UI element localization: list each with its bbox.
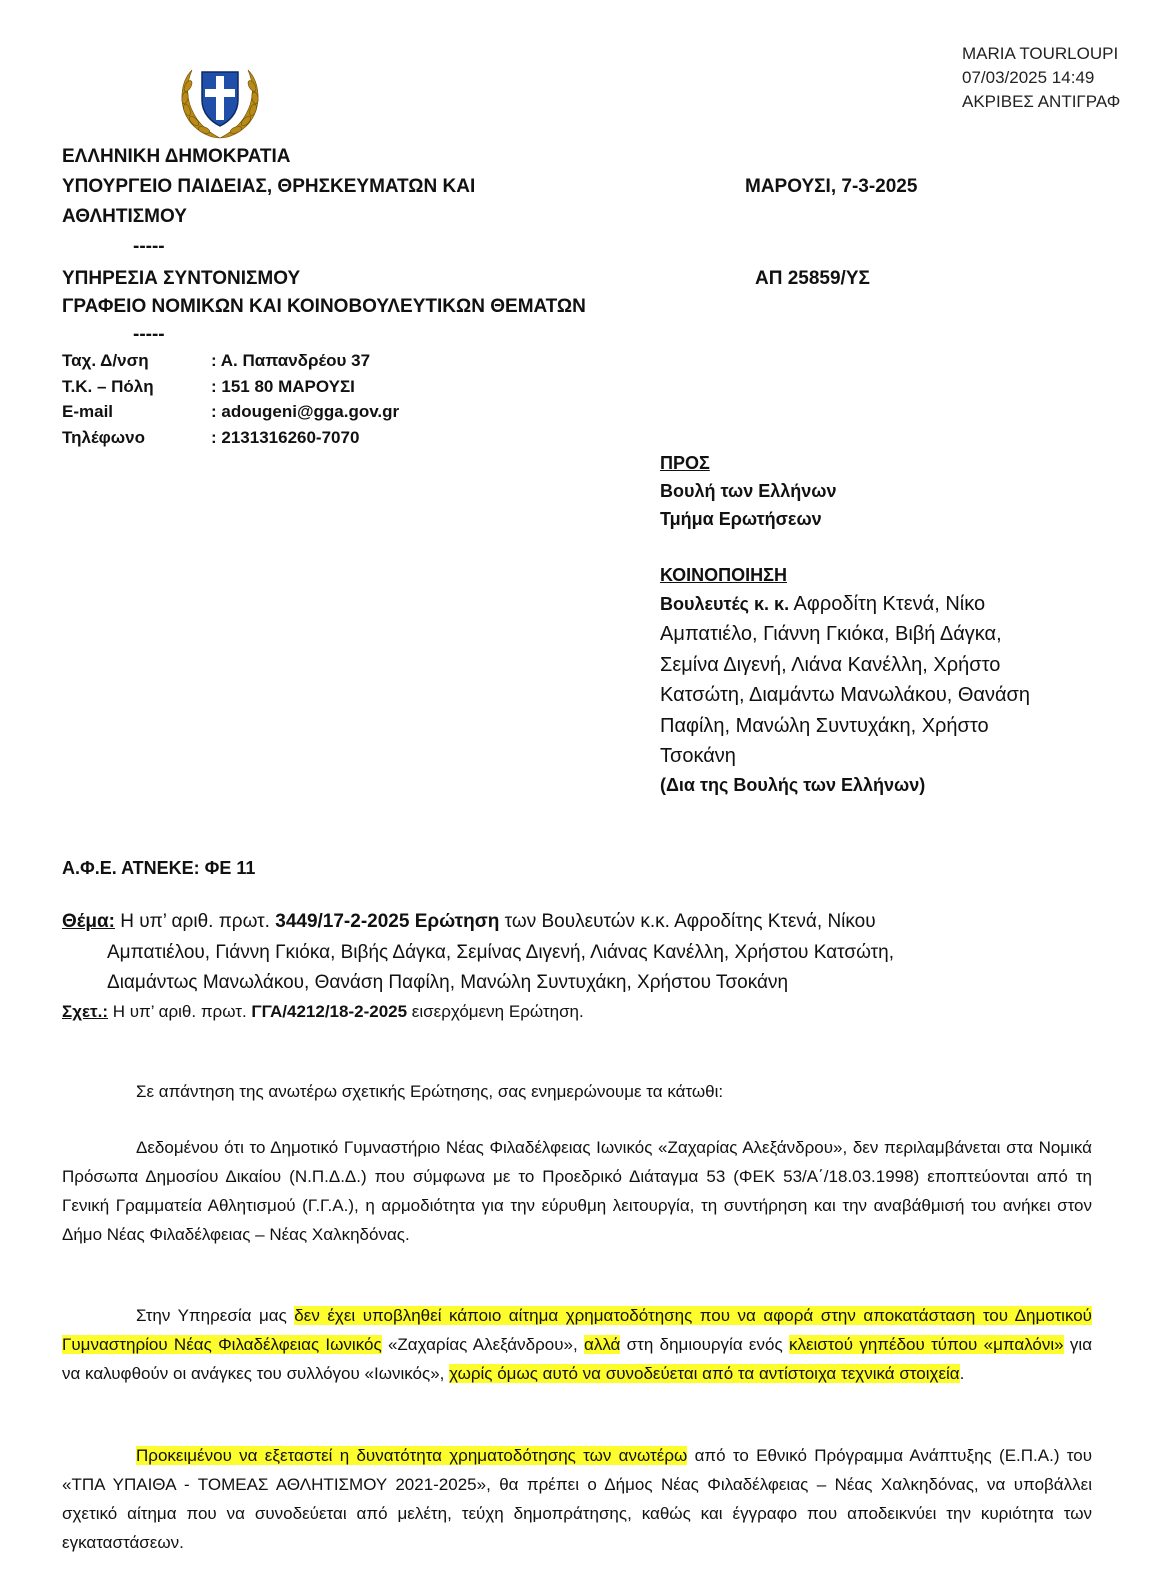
related-text: εισερχόμενη Ερώτηση. [407,1002,584,1021]
afe-code: Α.Φ.Ε. ΑΤΝΕΚΕ: ΦΕ 11 [62,858,256,878]
header-service: ΥΠΗΡΕΣΙΑ ΣΥΝΤΟΝΙΣΜΟΥ [62,268,301,289]
stamp-note: ΑΚΡΙΒΕΣ ΑΝΤΙΓΡΑΦ [962,92,1121,111]
recipient-line: Βουλή των Ελλήνων [660,481,837,501]
recipient-heading: ΠΡΟΣ [660,453,710,473]
highlighted-text: δεν έχει υποβληθεί κάποιο αίτημα χρηματοδότησης που να αφορά στην αποκατάσταση του Δημοτικού Γυμναστηρίου Νέας Φιλαδέλφειας Ιωνικός [62,1306,1092,1354]
text-span: Στην Υπηρεσία μας [136,1306,295,1325]
header-separator: ----- [133,324,165,345]
header-office: ΓΡΑΦΕΙΟ ΝΟΜΙΚΩΝ ΚΑΙ ΚΟΙΝΟΒΟΥΛΕΥΤΙΚΩΝ ΘΕΜΑΤΩΝ [62,296,586,317]
notification-line: Παφίλη, Μανώλη Συντυχάκη, Χρήστο [660,715,989,737]
notification-line: Σεμίνα Διγενή, Λιάνα Κανέλλη, Χρήστο [660,654,1001,676]
related-label: Σχετ.: [62,1002,109,1021]
signature-stamp [962,42,1120,114]
notification-line: Αμπατιέλο, Γιάννη Γκιόκα, Βιβή Δάγκα, [660,623,1002,645]
subject-text: Η υπ’ αριθ. πρωτ. [114,911,276,932]
header-republic: ΕΛΛΗΝΙΚΗ ΔΗΜΟΚΡΑΤΙΑ [62,146,291,167]
subject-text: των Βουλευτών κ.κ. Αφροδίτης Κτενά, Νίκου [499,911,876,932]
contact-label: Τ.Κ. – Πόλη [62,377,154,396]
recipient-line: Τμήμα Ερωτήσεων [660,509,822,529]
contact-label: Ταχ. Δ/νση [62,351,149,370]
text-span: . [959,1364,965,1383]
intro-paragraph: Σε απάντηση της ανωτέρω σχετικής Ερώτησης, σας ενημερώνουμε τα κάτωθι: [136,1082,724,1101]
stamp-datetime: 07/03/2025 14:49 [962,68,1095,87]
contact-value: : adougeni@gga.gov.gr [211,402,400,421]
protocol-number: ΑΠ 25859/ΥΣ [755,268,870,289]
contact-value: : 2131316260-7070 [211,428,360,447]
paragraph-2 [62,1301,1092,1388]
notification-via: (Δια της Βουλής των Ελλήνων) [660,775,926,795]
stamp-name: MARIA TOURLOUPI [962,44,1119,63]
related-line [62,1002,584,1022]
notification-prefix: Βουλευτές κ. κ. [660,594,790,614]
subject-line: Αμπατιέλου, Γιάννη Γκιόκα, Βιβής Δάγκα, Σεμίνας Διγενή, Λιάνας Κανέλλη, Χρήστου Κατσώτη, [107,942,894,963]
related-text: Η υπ’ αριθ. πρωτ. [108,1002,252,1021]
notification-line [660,593,985,616]
contact-value: : 151 80 ΜΑΡΟΥΣΙ [211,377,355,396]
subject-line: Διαμάντως Μανωλάκου, Θανάση Παφίλη, Μανώλη Συντυχάκη, Χρήστου Τσοκάνη [107,972,789,993]
greek-coat-of-arms-icon [172,56,268,142]
paragraph-1: Δεδομένου ότι το Δημοτικό Γυμναστήριο Νέας Φιλαδέλφειας Ιωνικός «Ζαχαρίας Αλεξάνδρου», δεν περιλαμβάνεται στα Νομικά Πρόσωπα Δημοσίου Δικαίου (Ν.Π.Δ.Δ.) που σύμφωνα με το Προεδρικό Διάταγμα 53 (ΦΕΚ 53/Α΄/18.03.1998) εποπτεύονται από τη Γενική Γραμματεία Αθλητισμού (Γ.Γ.Α.), η αρμοδιότητα για την εύρυθμη λειτουργία, τη συντήρηση και την αναβάθμισή του ανήκει στον Δήμο Νέας Φιλαδέλφειας – Νέας Χαλκηδόνας. [62,1138,1092,1244]
highlighted-text: κλειστού γηπέδου τύπου «μπαλόνι» [788,1335,1064,1354]
contact-value: : Α. Παπανδρέου 37 [211,351,371,370]
text-span: στη δημιουργία ενός [620,1335,789,1354]
text-span: από το Εθνικό Πρόγραμμα Ανάπτυξης (Ε.Π.Α.) του «ΤΠΑ ΥΠΑΙΘΑ - ΤΟΜΕΑΣ ΑΘΛΗΤΙΣΜΟΥ 2021-2025», θα πρέπει ο Δήμος Νέας Φιλαδέλφειας – Νέας Χαλκηδόνας, να υποβάλλει σχετικό αίτημα που να συνοδεύεται από μελέτη, τεύχη δημοπράτησης, καθώς και έγγραφο που αποδεικνύει την κυριότητα των εγκαταστάσεων. [62,1446,1092,1552]
highlighted-text: Προκειμένου να εξεταστεί η δυνατότητα χρηματοδότησης των ανωτέρω [136,1446,688,1465]
highlighted-text: αλλά [583,1335,621,1354]
subject-line [62,911,876,933]
header-separator: ----- [133,236,165,257]
subject-ref: 3449/17-2-2025 Ερώτηση [275,911,500,932]
notification-text: Αφροδίτη Κτενά, Νίκο [789,593,986,615]
subject-label: Θέμα: [62,911,115,932]
text-span: για να καλυφθούν οι ανάγκες του συλλόγου «Ιωνικός», [62,1335,1093,1383]
contact-label: Τηλέφωνο [62,428,145,447]
place-date: ΜΑΡΟΥΣΙ, 7-3-2025 [745,176,918,197]
highlighted-text: χωρίς όμως αυτό να συνοδεύεται από τα αντίστοιχα τεχνικά στοιχεία [449,1364,960,1383]
notification-line: Τσοκάνη [660,745,736,767]
related-ref: ΓΓΑ/4212/18-2-2025 [251,1002,408,1021]
contact-label: E-mail [62,402,114,421]
header-ministry: ΥΠΟΥΡΓΕΙΟ ΠΑΙΔΕΙΑΣ, ΘΡΗΣΚΕΥΜΑΤΩΝ ΚΑΙ [62,176,476,197]
paragraph-3 [62,1441,1092,1557]
header-ministry-cont: ΑΘΛΗΤΙΣΜΟΥ [62,206,187,227]
text-span: «Ζαχαρίας Αλεξάνδρου», [381,1335,584,1354]
notification-heading: ΚΟΙΝΟΠΟΙΗΣΗ [660,565,787,585]
notification-line: Κατσώτη, Διαμάντω Μανωλάκου, Θανάση [660,684,1031,706]
